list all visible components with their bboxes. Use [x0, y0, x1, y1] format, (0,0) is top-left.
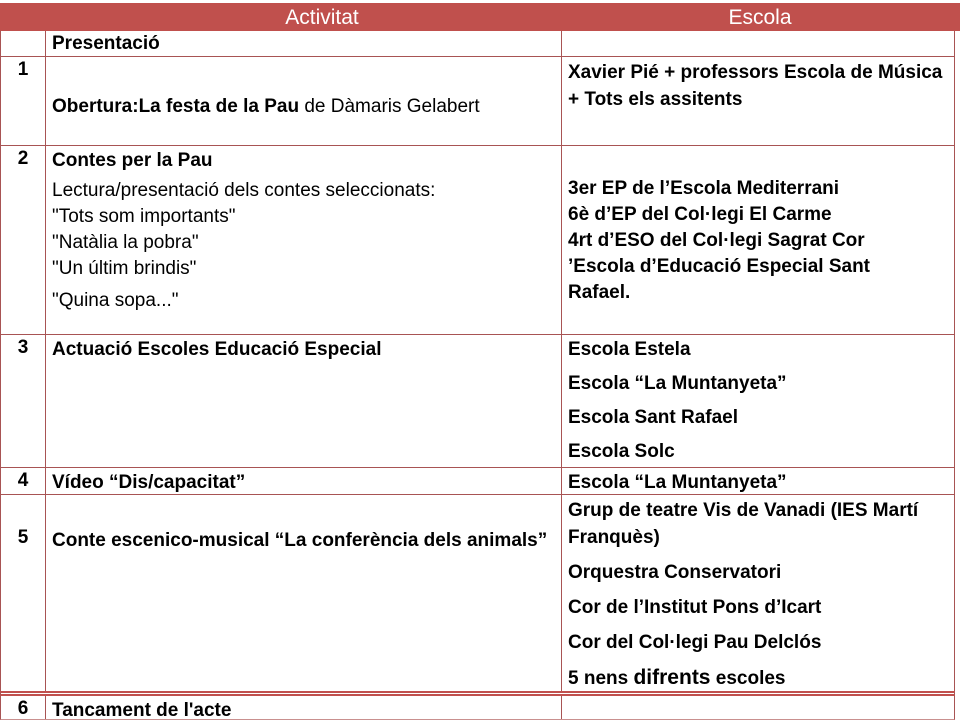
school-cell — [561, 335, 954, 467]
table-row-4 — [0, 468, 955, 495]
tale-title: "Tots som importants" — [52, 206, 236, 227]
header-label-activitat: Activitat — [285, 6, 359, 29]
school-item: Escola Sant Rafael — [568, 407, 739, 428]
row-number: 4 — [17, 470, 29, 491]
row-number: 2 — [17, 148, 29, 169]
spacer — [568, 148, 950, 176]
school-item: Cor de l’Institut Pons d’Icart — [568, 597, 822, 618]
school-item: Grup de teatre Vis de Vanadi (IES Martí Franquès) — [568, 500, 919, 548]
spacer — [52, 497, 557, 527]
school-list — [568, 176, 926, 306]
activity-text-regular: de Dàmaris Gelabert — [299, 96, 480, 117]
school-item: Cor del Col·legi Pau Delclós — [568, 632, 822, 653]
activity-text: Vídeo “Dis/capacitat” — [52, 472, 246, 493]
school-item-post: escoles — [710, 668, 786, 689]
activity-cell — [45, 57, 561, 145]
tale-title: "Quina sopa..." — [52, 290, 179, 311]
activity-text: Presentació — [52, 33, 160, 54]
row-number: 3 — [17, 337, 29, 358]
header-label-escola: Escola — [728, 6, 792, 29]
activity-cell — [45, 696, 561, 719]
table-header — [0, 3, 960, 31]
school-item: Orquestra Conservatori — [568, 562, 782, 583]
school-item: 3er EP de l’Escola Mediterrani — [568, 178, 840, 199]
school-item: Escola Solc — [568, 441, 675, 462]
activity-intro: Lectura/presentació dels contes seleccionats: — [52, 180, 436, 201]
activity-cell — [45, 335, 561, 467]
activity-text-bold: Obertura:La festa de la Pau — [52, 96, 300, 117]
activity-title: Contes per la Pau — [52, 150, 213, 171]
table-row-2 — [0, 146, 955, 335]
program-table — [0, 31, 955, 720]
school-item-mixed — [568, 664, 950, 692]
school-cell — [561, 146, 954, 334]
row-number — [1, 31, 45, 56]
table-row-3 — [0, 335, 955, 468]
row-number: 5 — [17, 527, 29, 548]
activity-text — [52, 93, 532, 121]
school-item: 6è d’EP del Col·legi El Carme — [568, 204, 832, 225]
row-number: 1 — [17, 59, 29, 80]
school-cell — [561, 696, 954, 719]
school-cell — [561, 57, 954, 145]
activity-cell — [45, 468, 561, 494]
row-number: 6 — [17, 698, 29, 719]
school-cell — [561, 468, 954, 494]
activity-cell — [45, 495, 561, 691]
school-cell — [561, 495, 954, 691]
school-text: Escola “La Muntanyeta” — [568, 472, 787, 493]
activity-cell — [45, 146, 561, 334]
table-row-presentacio — [0, 31, 955, 57]
activity-text: Conte escenico-musical “La conferència dels animals” — [52, 530, 548, 551]
activity-text: Tancament de l'acte — [52, 700, 232, 720]
school-item: Escola “La Muntanyeta” — [568, 373, 787, 394]
school-item: 4rt d’ESO del Col·legi Sagrat Cor — [568, 230, 865, 251]
activity-cell — [45, 31, 561, 56]
school-text: Xavier Pié + professors Escola de Música + Tots els assitents — [568, 62, 943, 110]
school-item: ’Escola d’Educació Especial Sant Rafael. — [568, 256, 871, 303]
school-item-emphasis: difrents — [633, 666, 711, 689]
school-cell — [561, 31, 954, 56]
table-row-6 — [0, 696, 955, 720]
tale-title: "Un últim brindis" — [52, 258, 197, 279]
table-row-5 — [0, 495, 955, 691]
spacer — [52, 59, 557, 93]
activity-text: Actuació Escoles Educació Especial — [52, 339, 382, 360]
table-row-1 — [0, 57, 955, 146]
tale-title: "Natàlia la pobra" — [52, 232, 199, 253]
school-item: Escola Estela — [568, 339, 691, 360]
school-item-pre: 5 nens — [568, 668, 634, 689]
